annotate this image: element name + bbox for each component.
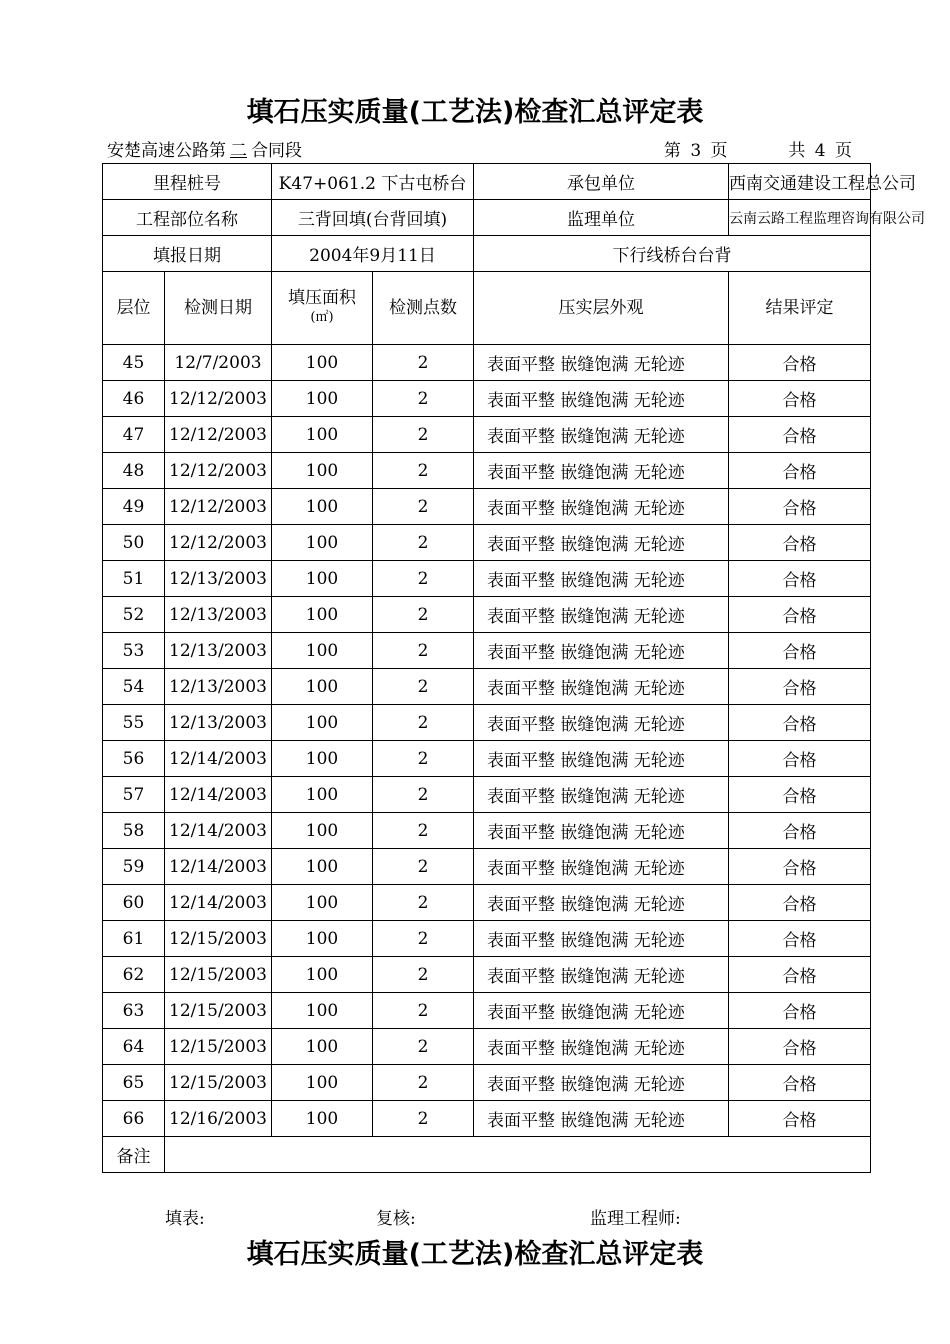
table-row [103, 885, 871, 921]
result-cell: 合格 [729, 1029, 871, 1065]
appearance-cell: 表面平整 嵌缝饱满 无轮迹 [474, 1101, 729, 1137]
project-suffix: 合同段 [251, 141, 302, 161]
area-cell: 100 [272, 885, 373, 921]
supervisor-label: 监理单位 [474, 200, 729, 236]
points-cell: 2 [373, 849, 474, 885]
appearance-cell: 表面平整 嵌缝饱满 无轮迹 [474, 525, 729, 561]
test-date-cell: 12/12/2003 [165, 381, 272, 417]
info-row-part [103, 200, 871, 236]
points-cell: 2 [373, 993, 474, 1029]
column-header-row [103, 272, 871, 345]
table-row [103, 993, 871, 1029]
points-cell: 2 [373, 489, 474, 525]
test-date-cell: 12/14/2003 [165, 741, 272, 777]
appearance-cell: 表面平整 嵌缝饱满 无轮迹 [474, 741, 729, 777]
col-header-points: 检测点数 [373, 272, 474, 345]
location-value: 下行线桥台台背 [474, 236, 871, 272]
points-cell: 2 [373, 345, 474, 381]
appearance-cell: 表面平整 嵌缝饱满 无轮迹 [474, 885, 729, 921]
mileage-value: K47+061.2 下古屯桥台 [272, 164, 474, 200]
layer-cell: 54 [103, 669, 165, 705]
appearance-cell: 表面平整 嵌缝饱满 无轮迹 [474, 957, 729, 993]
area-cell: 100 [272, 525, 373, 561]
contractor-value: 西南交通建设工程总公司 [729, 164, 871, 200]
points-cell: 2 [373, 561, 474, 597]
total-label: 共 [788, 141, 806, 161]
supervisor-engineer-label: 监理工程师: [590, 1209, 681, 1229]
points-cell: 2 [373, 921, 474, 957]
result-cell: 合格 [729, 525, 871, 561]
area-cell: 100 [272, 453, 373, 489]
area-cell: 100 [272, 1029, 373, 1065]
layer-cell: 64 [103, 1029, 165, 1065]
table-row [103, 1101, 871, 1137]
col-header-area [272, 272, 373, 345]
test-date-cell: 12/12/2003 [165, 417, 272, 453]
section-number: 二 [230, 141, 247, 161]
layer-cell: 58 [103, 813, 165, 849]
table-row [103, 489, 871, 525]
layer-cell: 51 [103, 561, 165, 597]
result-cell: 合格 [729, 993, 871, 1029]
appearance-cell: 表面平整 嵌缝饱满 无轮迹 [474, 489, 729, 525]
info-row-date [103, 236, 871, 272]
table-row [103, 705, 871, 741]
test-date-cell: 12/14/2003 [165, 813, 272, 849]
col-header-test-date: 检测日期 [165, 272, 272, 345]
table-row [103, 813, 871, 849]
area-cell: 100 [272, 1101, 373, 1137]
points-cell: 2 [373, 741, 474, 777]
area-cell: 100 [272, 705, 373, 741]
test-date-cell: 12/13/2003 [165, 561, 272, 597]
points-cell: 2 [373, 633, 474, 669]
page-unit: 页 [710, 141, 728, 161]
result-cell: 合格 [729, 921, 871, 957]
appearance-cell: 表面平整 嵌缝饱满 无轮迹 [474, 849, 729, 885]
appearance-cell: 表面平整 嵌缝饱满 无轮迹 [474, 561, 729, 597]
contractor-label: 承包单位 [474, 164, 729, 200]
table-row [103, 633, 871, 669]
area-cell: 100 [272, 345, 373, 381]
test-date-cell: 12/13/2003 [165, 669, 272, 705]
page-indicator [660, 136, 852, 161]
layer-cell: 49 [103, 489, 165, 525]
table-row [103, 525, 871, 561]
test-date-cell: 12/14/2003 [165, 777, 272, 813]
result-cell: 合格 [729, 1065, 871, 1101]
info-row-mileage [103, 164, 871, 200]
test-date-cell: 12/15/2003 [165, 993, 272, 1029]
remark-value [165, 1137, 871, 1173]
col-header-area-label: 填压面积 [288, 288, 356, 308]
points-cell: 2 [373, 957, 474, 993]
layer-cell: 53 [103, 633, 165, 669]
area-cell: 100 [272, 921, 373, 957]
result-cell: 合格 [729, 489, 871, 525]
table-row [103, 741, 871, 777]
points-cell: 2 [373, 813, 474, 849]
table-row [103, 777, 871, 813]
result-cell: 合格 [729, 597, 871, 633]
date-label: 填报日期 [103, 236, 272, 272]
result-cell: 合格 [729, 741, 871, 777]
result-cell: 合格 [729, 381, 871, 417]
points-cell: 2 [373, 417, 474, 453]
test-date-cell: 12/16/2003 [165, 1101, 272, 1137]
layer-cell: 50 [103, 525, 165, 561]
area-cell: 100 [272, 777, 373, 813]
filler-label: 填表: [165, 1209, 205, 1229]
layer-cell: 63 [103, 993, 165, 1029]
project-subheader [107, 136, 852, 161]
test-date-cell: 12/15/2003 [165, 1065, 272, 1101]
area-cell: 100 [272, 957, 373, 993]
layer-cell: 62 [103, 957, 165, 993]
appearance-cell: 表面平整 嵌缝饱满 无轮迹 [474, 669, 729, 705]
table-row [103, 669, 871, 705]
total-unit: 页 [835, 141, 852, 161]
next-page-title: 填石压实质量(工艺法)检查汇总评定表 [246, 1239, 704, 1270]
points-cell: 2 [373, 777, 474, 813]
part-label: 工程部位名称 [103, 200, 272, 236]
table-row [103, 561, 871, 597]
layer-cell: 57 [103, 777, 165, 813]
inspection-table [102, 163, 925, 1173]
table-row [103, 597, 871, 633]
project-prefix: 安楚高速公路第 [107, 141, 226, 161]
date-value: 2004年9月11日 [272, 236, 474, 272]
points-cell: 2 [373, 1101, 474, 1137]
appearance-cell: 表面平整 嵌缝饱满 无轮迹 [474, 1029, 729, 1065]
result-cell: 合格 [729, 561, 871, 597]
layer-cell: 56 [103, 741, 165, 777]
points-cell: 2 [373, 525, 474, 561]
table-row [103, 381, 871, 417]
appearance-cell: 表面平整 嵌缝饱满 无轮迹 [474, 921, 729, 957]
layer-cell: 48 [103, 453, 165, 489]
test-date-cell: 12/12/2003 [165, 489, 272, 525]
table-row [103, 1065, 871, 1101]
result-cell: 合格 [729, 669, 871, 705]
area-cell: 100 [272, 489, 373, 525]
remark-row [103, 1137, 871, 1173]
mileage-label: 里程桩号 [103, 164, 272, 200]
test-date-cell: 12/15/2003 [165, 921, 272, 957]
area-cell: 100 [272, 633, 373, 669]
appearance-cell: 表面平整 嵌缝饱满 无轮迹 [474, 597, 729, 633]
area-cell: 100 [272, 597, 373, 633]
table-row [103, 1029, 871, 1065]
area-cell: 100 [272, 1065, 373, 1101]
area-cell: 100 [272, 813, 373, 849]
appearance-cell: 表面平整 嵌缝饱满 无轮迹 [474, 633, 729, 669]
points-cell: 2 [373, 1065, 474, 1101]
layer-cell: 60 [103, 885, 165, 921]
test-date-cell: 12/14/2003 [165, 885, 272, 921]
layer-cell: 46 [103, 381, 165, 417]
area-cell: 100 [272, 561, 373, 597]
appearance-cell: 表面平整 嵌缝饱满 无轮迹 [474, 1065, 729, 1101]
col-header-appearance: 压实层外观 [474, 272, 729, 345]
test-date-cell: 12/14/2003 [165, 849, 272, 885]
test-date-cell: 12/13/2003 [165, 597, 272, 633]
points-cell: 2 [373, 1029, 474, 1065]
appearance-cell: 表面平整 嵌缝饱满 无轮迹 [474, 993, 729, 1029]
layer-cell: 59 [103, 849, 165, 885]
test-date-cell: 12/15/2003 [165, 957, 272, 993]
result-cell: 合格 [729, 705, 871, 741]
remark-label: 备注 [103, 1137, 165, 1173]
layer-cell: 45 [103, 345, 165, 381]
appearance-cell: 表面平整 嵌缝饱满 无轮迹 [474, 417, 729, 453]
result-cell: 合格 [729, 633, 871, 669]
points-cell: 2 [373, 453, 474, 489]
part-value: 三背回填(台背回填) [272, 200, 474, 236]
table-row [103, 345, 871, 381]
page-title: 填石压实质量(工艺法)检查汇总评定表 [246, 97, 704, 128]
test-date-cell: 12/15/2003 [165, 1029, 272, 1065]
area-cell: 100 [272, 741, 373, 777]
points-cell: 2 [373, 669, 474, 705]
appearance-cell: 表面平整 嵌缝饱满 无轮迹 [474, 453, 729, 489]
result-cell: 合格 [729, 885, 871, 921]
layer-cell: 61 [103, 921, 165, 957]
points-cell: 2 [373, 885, 474, 921]
layer-cell: 65 [103, 1065, 165, 1101]
table-row [103, 417, 871, 453]
table-row [103, 849, 871, 885]
layer-cell: 66 [103, 1101, 165, 1137]
page-number: 3 [690, 141, 702, 161]
layer-cell: 55 [103, 705, 165, 741]
points-cell: 2 [373, 381, 474, 417]
contract-section [107, 136, 302, 161]
result-cell: 合格 [729, 453, 871, 489]
appearance-cell: 表面平整 嵌缝饱满 无轮迹 [474, 813, 729, 849]
test-date-cell: 12/12/2003 [165, 453, 272, 489]
points-cell: 2 [373, 597, 474, 633]
supervisor-value: 云南云路工程监理咨询有限公司 [729, 200, 871, 236]
test-date-cell: 12/7/2003 [165, 345, 272, 381]
appearance-cell: 表面平整 嵌缝饱满 无轮迹 [474, 345, 729, 381]
col-header-area-unit: (㎡) [310, 310, 334, 325]
test-date-cell: 12/13/2003 [165, 633, 272, 669]
result-cell: 合格 [729, 417, 871, 453]
reviewer-label: 复核: [376, 1209, 416, 1229]
table-row [103, 453, 871, 489]
signature-line [0, 1204, 950, 1229]
layer-cell: 52 [103, 597, 165, 633]
test-date-cell: 12/12/2003 [165, 525, 272, 561]
test-date-cell: 12/13/2003 [165, 705, 272, 741]
result-cell: 合格 [729, 813, 871, 849]
total-number: 4 [814, 141, 826, 161]
area-cell: 100 [272, 381, 373, 417]
appearance-cell: 表面平整 嵌缝饱满 无轮迹 [474, 777, 729, 813]
result-cell: 合格 [729, 849, 871, 885]
result-cell: 合格 [729, 777, 871, 813]
result-cell: 合格 [729, 1101, 871, 1137]
points-cell: 2 [373, 705, 474, 741]
area-cell: 100 [272, 669, 373, 705]
page-label: 第 [663, 141, 681, 161]
area-cell: 100 [272, 849, 373, 885]
col-header-result: 结果评定 [729, 272, 871, 345]
area-cell: 100 [272, 993, 373, 1029]
table-row [103, 921, 871, 957]
table-row [103, 957, 871, 993]
area-cell: 100 [272, 417, 373, 453]
layer-cell: 47 [103, 417, 165, 453]
result-cell: 合格 [729, 345, 871, 381]
result-cell: 合格 [729, 957, 871, 993]
appearance-cell: 表面平整 嵌缝饱满 无轮迹 [474, 381, 729, 417]
appearance-cell: 表面平整 嵌缝饱满 无轮迹 [474, 705, 729, 741]
col-header-layer: 层位 [103, 272, 165, 345]
